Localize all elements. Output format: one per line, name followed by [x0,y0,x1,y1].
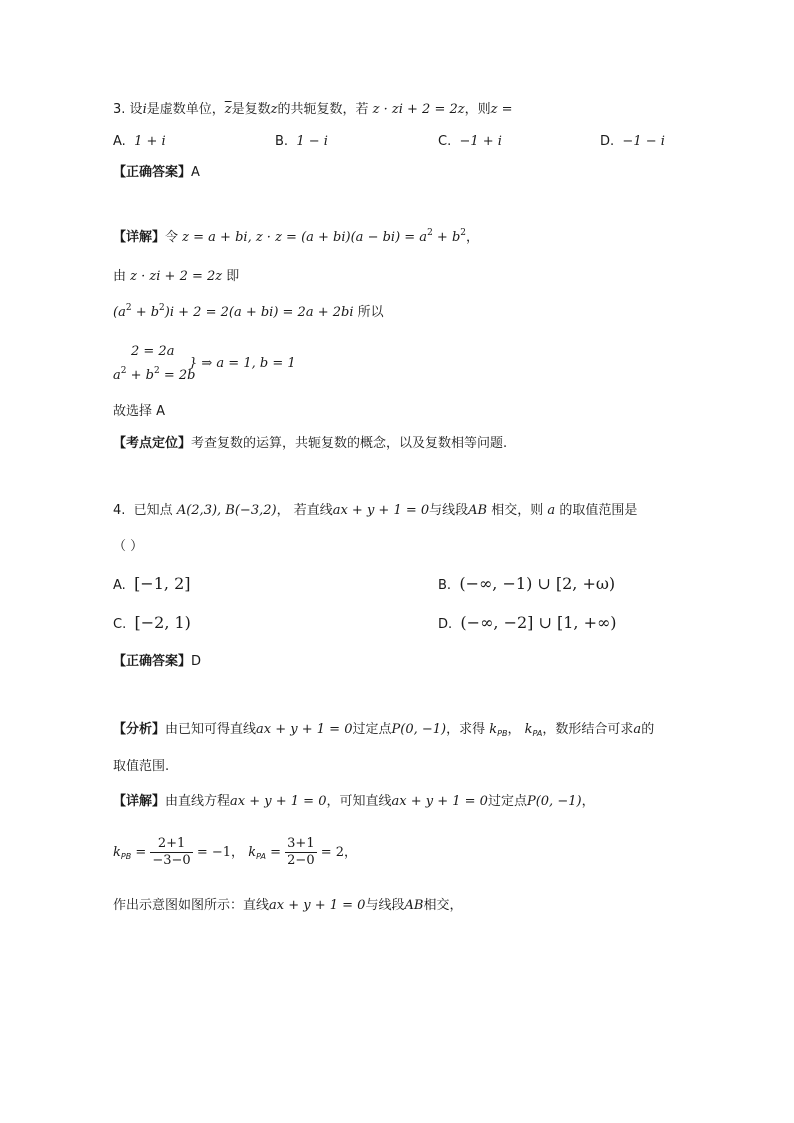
q4-option-d: D. (−∞, −2] ∪ [1, +∞) [438,613,617,632]
q4-analysis-line-1: 【分析】由已知可得直线ax + y + 1 = 0过定点P(0, −1)，求得 $k_{PB}$， $k_{PA}$，数形结合可求a的 [113,722,655,738]
q3-choose: 故选择 A [113,404,166,419]
q3-option-d: D. −1 − i [600,134,665,149]
q4-paren: （ ） [113,539,144,554]
slope-pb-fraction: $\frac{2+1}{-3-0}$ [152,836,191,868]
q3-detail-line-1: 【详解】令 z = a + bi, $z \cdot z = (a + bi)(a - bi) = a^2 + b^2$， [113,228,480,245]
q4-option-c: C. [−2, 1) [113,613,191,632]
q4-stem: 4. 已知点 A(2,3), B(−3,2)， 若直线ax + y + 1 = 0与线段AB 相交，则 a 的取值范围是 [113,503,638,518]
q3-option-a: A. 1 + i [113,134,166,149]
q3-system-result: } ⇒ a = 1, b = 1 [189,356,296,371]
q3-option-c: C. −1 + i [438,134,502,149]
q4-slopes: $k_{PB}$ = $\frac{2+1}{-3-0}$ = −1， $k_{PA}$ = $\frac{3+1}{2-0}$ = 2， [113,836,358,868]
q4-option-b: B. (−∞, −1) ∪ [2, +ω) [438,574,616,593]
q3-option-b: B. 1 − i [275,134,328,149]
q4-analysis-line-2: 取值范围. [113,759,170,774]
q3-stem: 3. 设i是虚数单位，$\overline{z}$是复数z的共轭复数，若 z · zi + 2 = 2z，则z = [113,102,513,117]
q4-points: A(2,3), B(−3,2) [176,503,277,518]
q3-condition: z · zi + 2 = 2z [372,102,465,117]
slope-pa-fraction: $\frac{3+1}{2-0}$ [287,836,315,868]
q3-key-point: 【考点定位】考查复数的运算，共轭复数的概念，以及复数相等问题. [113,436,508,451]
q4-detail-line-1: 【详解】由直线方程ax + y + 1 = 0，可知直线ax + y + 1 = 0过定点P(0, −1)， [113,794,595,809]
q3-detail-line-2: 由 z · zi + 2 = 2z 即 [113,269,240,284]
q3-system-eq-1: 2 = 2a [131,344,175,359]
q4-option-a: A. [−1, 2] [113,574,191,593]
q4-detail-last: 作出示意图如图所示：直线ax + y + 1 = 0与线段AB相交， [113,898,463,913]
q3-answer: 【正确答案】A [113,165,200,180]
q4-number: 4. [113,503,126,518]
q3-detail-line-3: $(a^2 + b^2)i + 2 = 2(a + bi) = 2a + 2bi$ 所以 [113,303,384,320]
q3-number: 3. [113,102,126,117]
q3-system-eq-2: $a^2 + b^2 = 2b$ [113,366,196,383]
q4-answer: 【正确答案】D [113,654,202,669]
